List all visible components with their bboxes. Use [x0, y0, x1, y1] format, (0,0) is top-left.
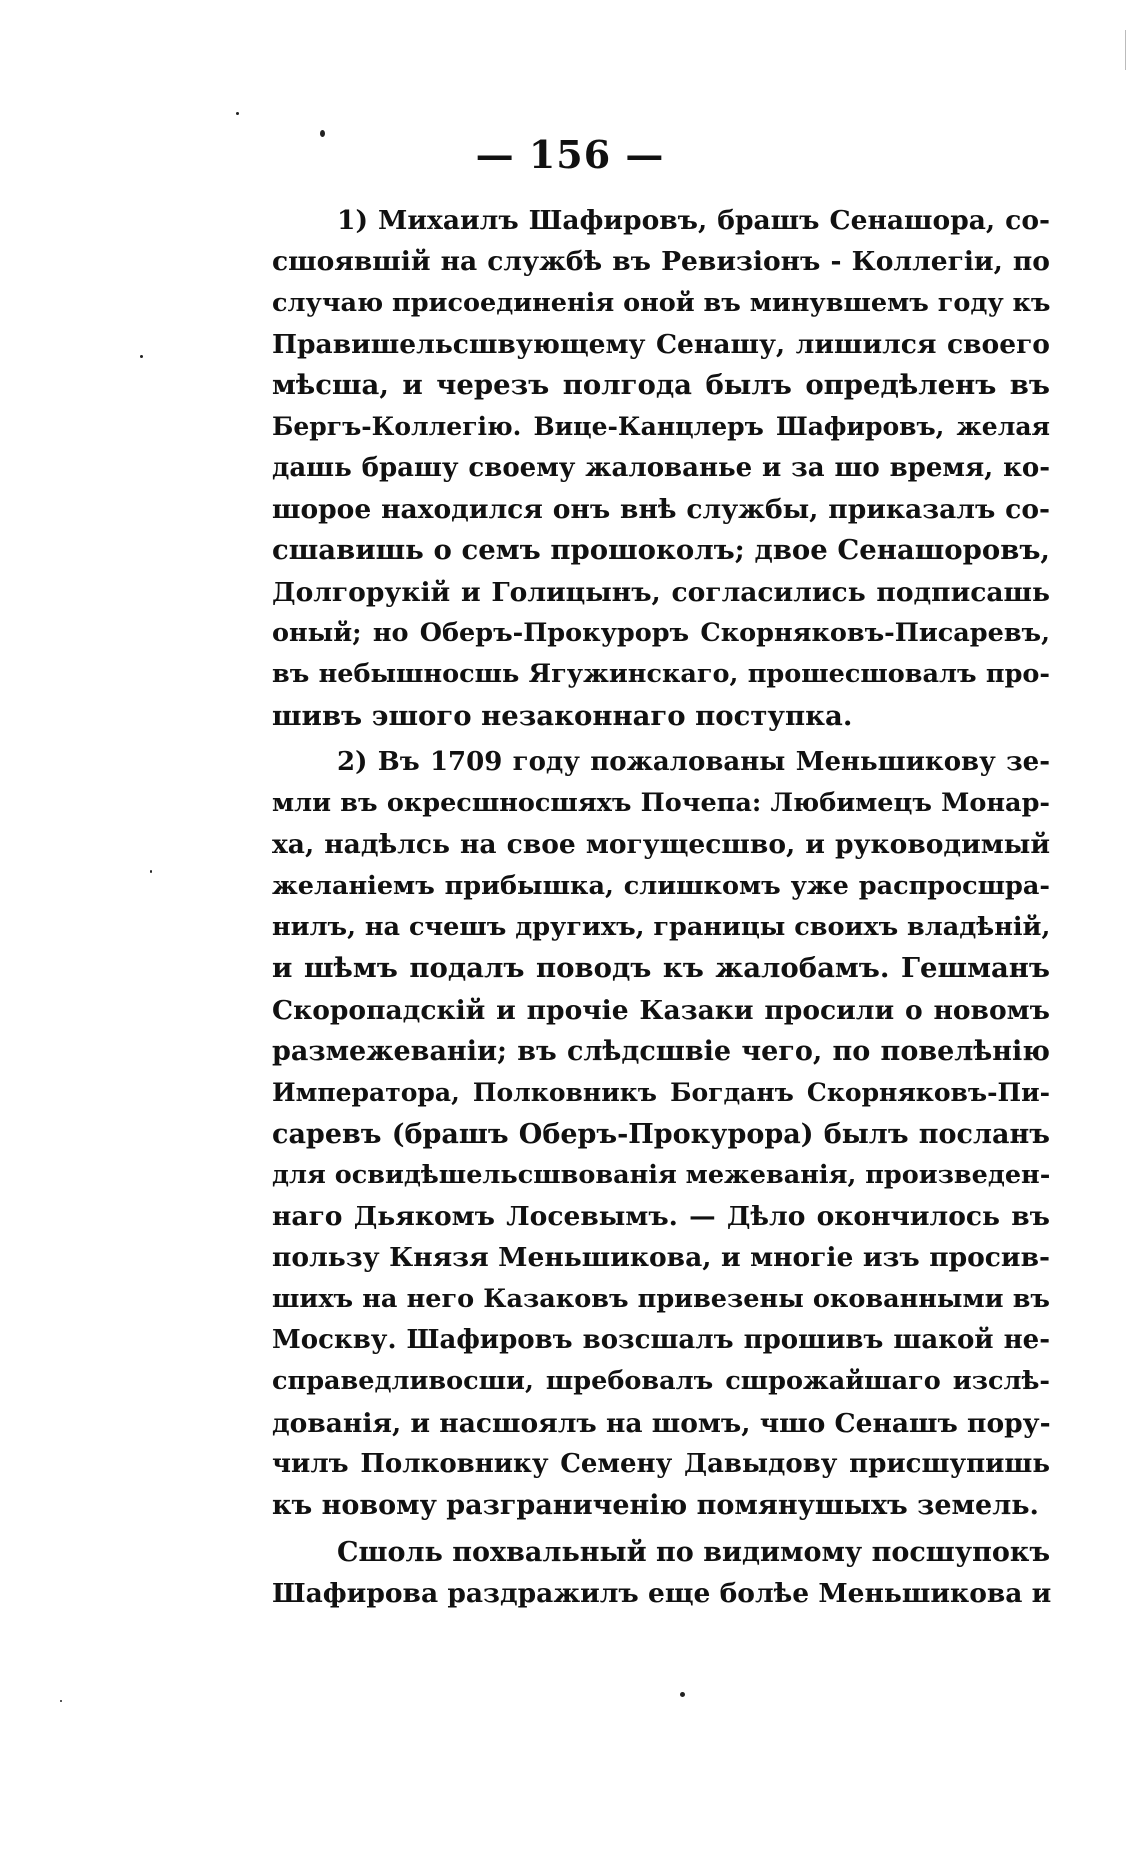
text-line: для освидѣшельсшвованія межеванія, произведен- [272, 1159, 1051, 1190]
text-line: шорое находился онъ внѣ службы, приказалъ со- [272, 494, 1050, 526]
text-line: чилъ Полковнику Семену Давыдову присшупишь [272, 1448, 1050, 1479]
text-line: размежеваніи; въ слѣдсшвіе чего, по повелѣнію [272, 1035, 1050, 1067]
scan-speck [680, 1692, 685, 1697]
text-line: случаю присоединенія оной въ минувшемъ году къ [272, 287, 1051, 318]
text-line: 1) Михаилъ Шафировъ, брашъ Сенашора, со- [337, 205, 1050, 236]
text-line: сшавишь о семъ прошоколъ; двое Сенашоровъ, [272, 534, 1050, 567]
text-line: къ новому разграниченію помянушыхъ земель. [272, 1490, 1039, 1522]
text-line: Москву. Шафировъ возсшалъ прошивъ шакой не- [272, 1325, 1050, 1356]
text-line: и шѣмъ подалъ поводъ къ жалобамъ. Гешманъ [272, 952, 1050, 985]
text-line: ха, надѣлсь на свое могущесшво, и руководимый [272, 829, 1050, 861]
text-line: пользу Князя Меньшикова, и многіе изъ просив- [272, 1242, 1050, 1274]
text-line: желаніемъ прибышка, слишкомъ уже распросшра- [272, 870, 1050, 901]
text-line: Бергъ-Коллегію. Вице-Канцлеръ Шафировъ, желая [272, 412, 1050, 442]
text-line: дашь брашу своему жалованье и за шо время, ко- [272, 452, 1050, 483]
text-line: шивъ эшого незаконнаго поступка. [272, 699, 853, 732]
text-line: Сшоль похвальный по видимому посшупокъ [337, 1536, 1051, 1568]
scan-speck [320, 130, 325, 137]
page-number: — 156 — [475, 132, 665, 177]
text-line: наго Дьякомъ Лосевымъ. — Дѣло окончилось въ [272, 1201, 1050, 1233]
body-text [272, 200, 1050, 1614]
scan-speck [236, 112, 239, 115]
scan-edge-mark [1125, 30, 1126, 70]
text-line: сшоявшій на службѣ въ Ревизіонъ - Коллегіи, по [272, 246, 1050, 278]
text-line: Скоропадскій и прочіе Казаки просили о новомъ [272, 994, 1050, 1026]
paragraph-2 [272, 742, 1050, 1527]
text-line: мли въ окресшносшяхъ Почепа: Любимецъ Монар- [272, 788, 1050, 819]
text-line: шихъ на него Казаковъ привезены окованными въ [272, 1283, 1050, 1314]
paragraph-3 [272, 1532, 1050, 1615]
scan-speck [150, 870, 152, 873]
text-line: Шафирова раздражилъ еще болѣе Меньшикова и [272, 1577, 1052, 1609]
text-line: саревъ (брашъ Оберъ-Прокурора) былъ посланъ [272, 1118, 1050, 1150]
text-line: нилъ, на счешъ другихъ, границы своихъ владѣній, [272, 912, 1051, 943]
text-line: дованія, и насшоялъ на шомъ, чшо Сенашъ пору- [272, 1407, 1051, 1439]
paragraph-1 [272, 200, 1050, 737]
text-line: Императора, Полковникъ Богданъ Скорняковъ-Пи- [272, 1078, 1050, 1108]
text-line: оный; но Оберъ-Прокуроръ Скорняковъ-Писаревъ, [272, 617, 1050, 648]
scan-speck [140, 355, 143, 358]
text-line: Долгорукій и Голицынъ, согласились подписашь [272, 576, 1050, 608]
text-line: справедливосши, шребовалъ сшрожайшаго изслѣ- [272, 1366, 1050, 1397]
text-line: въ небышносшь Ягужинскаго, прошесшовалъ про- [272, 659, 1050, 690]
text-line: Правишельсшвующему Сенашу, лишился своего [272, 328, 1050, 360]
text-line: мѣсша, и черезъ полгода былъ опредѣленъ въ [272, 369, 1050, 402]
scan-speck [60, 1700, 62, 1702]
text-line: 2) Въ 1709 году пожалованы Меньшикову зе- [337, 746, 1050, 777]
